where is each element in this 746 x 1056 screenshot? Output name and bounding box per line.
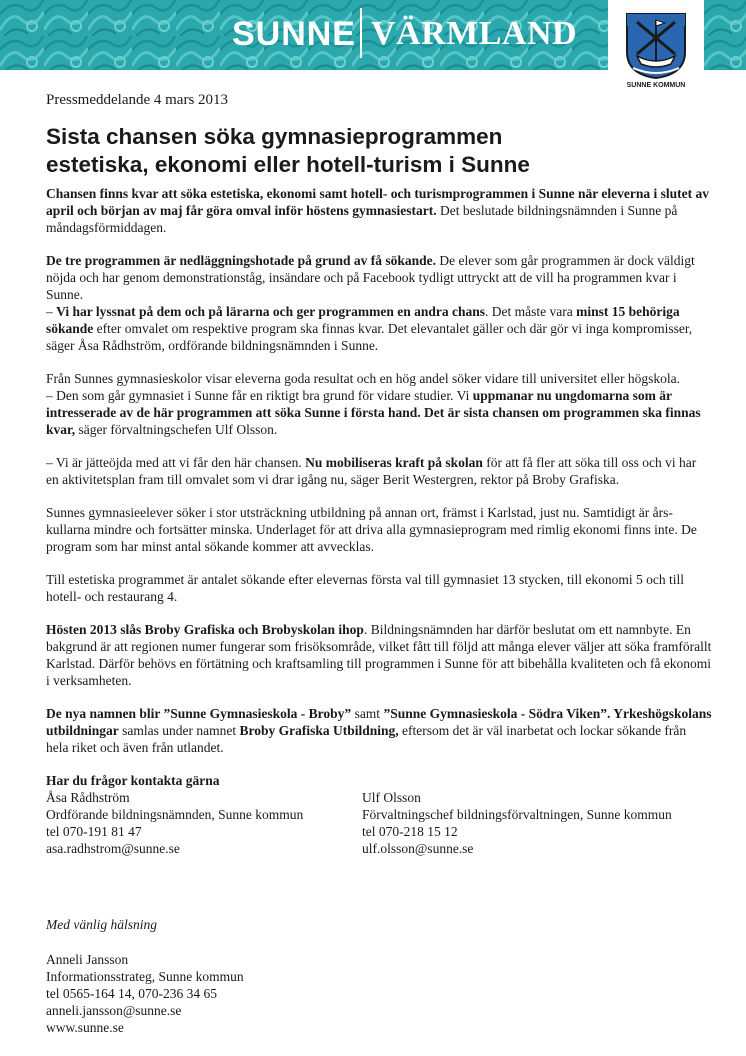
signature-website[interactable]: www.sunne.se [46,1020,124,1035]
quote-text-2: efter omvalet om respektive program ska finnas kvar. Det elevantalet gäller och där gör vi inga kompromisser, säger Åsa Rådhström, ordförande bildningsnämnden i Sunne. [46,321,693,353]
paragraph-threat [46,252,712,303]
names-text-3: eftersom det är väl inarbetat och lockar sökande från hela riket och även från utlandet. [46,723,687,755]
contact-olsson [362,789,672,857]
paragraph-merger [46,621,712,689]
paragraph-applicants: Till estetiska programmet är antalet sökande efter elevernas första val till gymnasiet 13 stycken, till ekonomi 5 och till hotell- och restaurang 4. [46,572,684,604]
names-text-2: samlas under namnet [118,723,240,738]
brand-divider [360,8,362,58]
lead-text: Det beslutade bildningsnämnden i Sunne på måndagsförmiddagen. [46,203,678,235]
brand-sunne: SUNNE [231,15,356,53]
results-text: Från Sunnes gymnasieskolor visar eleverna goda resultat och en hög andel söker vidare till universitet eller högskola. [46,371,680,386]
names-text-1: samt [351,706,384,721]
signature [46,951,712,1036]
municipality-crest [608,0,704,94]
headline-line-1: Sista chansen söka gymnasieprogrammen [46,124,503,149]
quote-bold-2: minst 15 behöriga sökande [46,304,680,336]
press-release [46,92,712,1036]
signature-phone: tel 0565-164 14, 070-236 34 65 [46,986,217,1001]
contact-phone: tel 070-218 15 12 [362,824,458,839]
dateline: Pressmeddelande 4 mars 2013 [46,92,229,108]
olsson-quote-bold: uppmanar nu ungdomarna som är intresserade av de här programmen att söka Sunne i första hand. Det är sista chansen om programmen ska finnas kvar, [46,388,701,437]
contact-role: Ordförande bildningsnämnden, Sunne kommun [46,807,304,822]
westergren-start: – Vi är jätteöjda med att vi får den här chansen. [46,455,306,470]
paragraph-quote-radhstrom [46,303,712,354]
contact-radhstrom [46,789,303,857]
paragraph-results [46,370,712,438]
signature-name: Anneli Jansson [46,952,129,967]
brand-varmland: VÄRMLAND [371,15,578,52]
names-bold-2: ”Sunne Gymnasieskola - Södra Viken”. Yrkeshögskolans utbildningar [46,706,712,738]
quote-text-1: . Det måste vara [485,304,577,319]
paragraph-lead [46,185,712,236]
names-bold-3: Broby Grafiska Utbildning, [239,723,399,738]
olsson-quote-end: säger förvaltningschefen Ulf Olsson. [75,422,278,437]
contacts [46,789,712,871]
signature-role: Informationsstrateg, Sunne kommun [46,969,244,984]
contact-heading [46,772,712,789]
contact-name: Ulf Olsson [362,790,421,805]
lead-bold: Chansen finns kvar att söka estetiska, ekonomi samt hotell- och turismprogrammen i Sunne när eleverna i slutet av april och början av maj får göra omval inför höstens gymnasiestart. [46,186,710,218]
contact-role: Förvaltningschef bildningsförvaltningen, Sunne kommun [362,807,672,822]
paragraph-names [46,705,712,756]
crest-label: SUNNE KOMMUN [626,82,686,89]
olsson-quote-start: – Den som går gymnasiet i Sunne får en riktigt bra grund för vidare studier. Vi [46,388,473,403]
coat-of-arms-icon [625,12,687,80]
contact-email[interactable]: asa.radhstrom@sunne.se [46,841,180,856]
signature-email[interactable]: anneli.jansson@sunne.se [46,1003,182,1018]
contact-email[interactable]: ulf.olsson@sunne.se [362,841,474,856]
westergren-bold: Nu mobiliseras kraft på skolan [305,455,483,470]
threat-text: De elever som går programmen är dock väldigt nöjda och har genom demonstrationståg, insändare och på Facebook tydligt uttryckt att de vill ha programmen kvar i Sunne. [46,253,695,302]
contact-heading-text: Har du frågor kontakta gärna [46,773,220,788]
merger-bold: Hösten 2013 slås Broby Grafiska och Brobyskolan ihop [46,622,364,637]
quote-bold-1: Vi har lyssnat på dem och på lärarna och ger programmen en andra chans [56,304,486,319]
greeting: Med vänlig hälsning [46,917,157,932]
contact-name: Åsa Rådhström [46,790,130,805]
westergren-end: för att få fler att söka till oss och vi har en aktivitetsplan fram till omvalet som vi drar igång nu, säger Berit Westergren, rektor på Broby Grafiska. [46,455,697,487]
headline [46,123,712,179]
paragraph-students: Sunnes gymnasieelever söker i stor utsträckning utbildning på annan ort, främst i Karlstad, just nu. Samtidigt är årskullarna mindre och fortsätter minska. Underlaget för att driva alla gymnasieprogram med rimlig ekonomi finns inte. De program som har minst antal sökande kommer att avvecklas. [46,505,697,554]
merger-text: . Bildningsnämnden har därför beslutat om ett namnbyte. En bakgrund är att regionen numer fungerar som frisöksområde, vilket fått till följd att många elever väljer att söka framförallt Karlstad. Därför behövs en förtätning och kraftsamling till programmen i Sunne för att bibehålla kvaliteten och få ekonomi i verksamheten. [46,622,712,688]
paragraph-quote-westergren [46,454,712,488]
quote-dash: – [46,304,57,319]
threat-bold: De tre programmen är nedläggningshotade på grund av få sökande. [46,253,437,268]
headline-line-2: estetiska, ekonomi eller hotell-turism i Sunne [46,152,530,177]
contact-phone: tel 070-191 81 47 [46,824,142,839]
names-bold-1: De nya namnen blir ”Sunne Gymnasieskola - Broby” [46,706,352,721]
